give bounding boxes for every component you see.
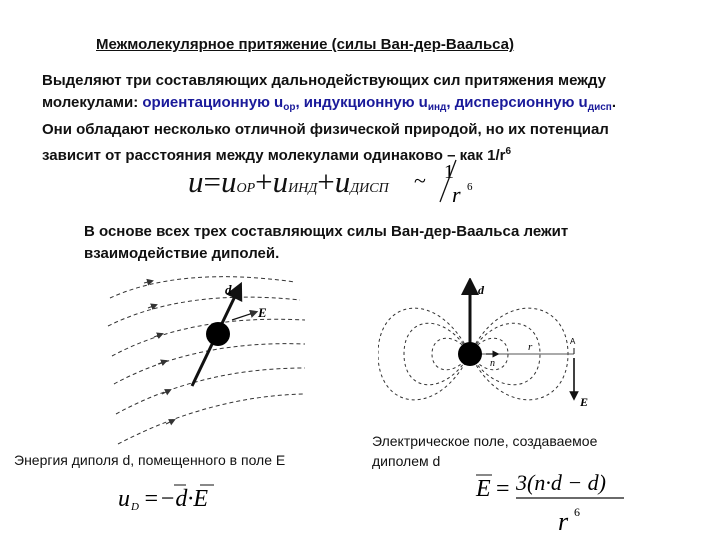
formula-sub-ind: ИНД [288,181,318,196]
r-label: r [528,341,533,353]
formula-u: u [188,164,204,199]
right-caption [372,431,597,471]
field-lhs: E [476,476,491,502]
formula-u-or: u [220,164,237,199]
dipole-energy-formula [118,476,238,516]
dipole-field-formula [472,466,642,538]
formula-plus-1: + [255,164,273,199]
orient-term: ориентационную u [142,94,284,111]
field-vector-arrow [232,312,256,320]
main-formula [188,164,389,200]
dipole-in-field-figure [100,268,310,446]
energy-u: u [118,486,130,512]
induc-term: , индукционную u [295,94,428,111]
energy-rhs: =−d·E [143,486,209,512]
field-numerator: 3(n·d − d) [516,470,606,495]
intro-line-2-end: . [611,94,616,111]
point-a-label: A [570,337,576,346]
field-den-exp: 6 [574,505,580,519]
statement-line-2: взаимодействие диполей. [84,245,280,262]
field-eq: = [496,476,510,502]
intro-line-3: Они обладают несколько отличной физической природой, но их потенциал [42,121,609,138]
formula-u-ind: u [272,164,289,199]
field-line-arrows [144,281,174,424]
field-lines [108,277,305,444]
formula-eq: = [203,164,221,199]
intro-line-4-text: зависит от расстояния между молекулами одинаково – как 1/r [42,147,506,164]
statement-line-1: В основе всех трех составляющих силы Ван-дер-Ваальса лежит [84,223,569,240]
intro-line-1: Выделяют три составляющих дальнодействующих сил притяжения между [42,72,606,89]
intro-line-2 [42,92,682,119]
formula-den: r [452,182,461,207]
intro-paragraph [42,70,682,167]
left-field-label: E [258,305,267,320]
dipole-field-figure [378,278,608,414]
induc-sub: инд [427,102,447,113]
statement-paragraph [84,221,644,265]
energy-sub: D [131,501,139,513]
formula-sub-disp: ДИСП [350,181,389,196]
formula-den-exp: 6 [467,181,473,193]
intro-prefix: молекулами: [42,94,143,111]
formula-num: 1 [444,161,454,183]
right-caption-line-1: Электрическое поле, создаваемое [372,433,598,449]
orient-sub: ор [283,102,296,113]
right-field-label: E [580,395,589,409]
n-label: n [490,358,495,369]
slide-title: Межмолекулярное притяжение (силы Ван-дер-Ваальса) [96,36,515,53]
formula-plus-2: + [317,164,335,199]
formula-u-disp: u [334,164,351,199]
right-caption-line-2: диполем d [372,453,441,469]
formula-sub-or: ОР [236,181,256,196]
left-caption: Энергия диполя d, помещенного в поле E [14,452,286,468]
right-dipole-label: d [478,283,484,297]
dipole-ball [206,322,230,346]
intro-line-4-sup: 6 [505,146,512,157]
field-den: r [558,507,569,536]
disp-sub: дисп [587,102,612,113]
left-dipole-label: d [225,282,232,297]
disp-term: , дисперсионную u [446,94,588,111]
right-dipole-ball [458,342,482,366]
formula-tilde: ~ [414,168,426,193]
formula-tilde-fraction [412,156,492,212]
